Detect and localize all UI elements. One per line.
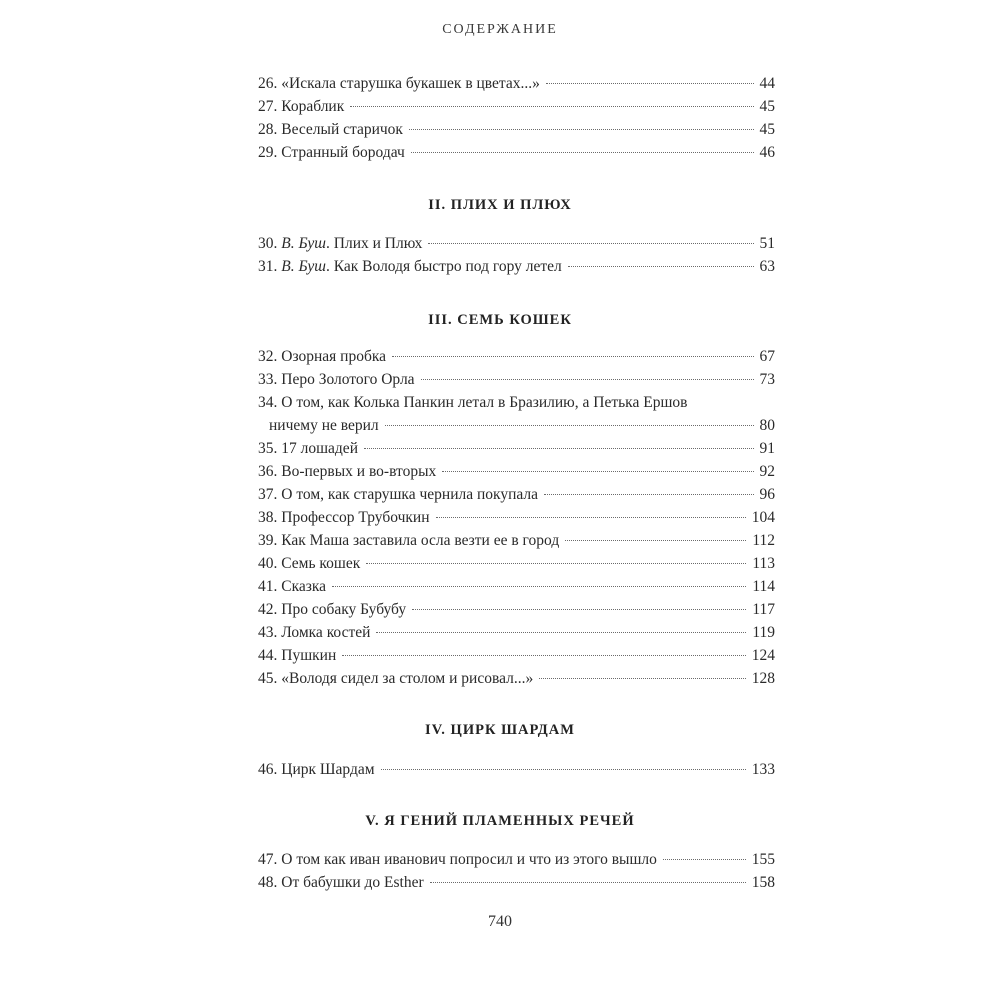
dot-leader <box>392 356 753 357</box>
dot-leader <box>442 471 753 472</box>
toc-entry <box>258 622 775 644</box>
toc-entry-first-line <box>258 392 775 414</box>
entry-title: Как Маша заставила осла везти ее в город <box>281 532 560 549</box>
entry-number: 48. <box>258 874 282 891</box>
dot-leader <box>430 882 746 883</box>
dot-leader <box>565 540 746 541</box>
entry-number: 47. <box>258 851 282 868</box>
dot-leader <box>409 129 754 130</box>
entry-number: 42. <box>258 601 282 618</box>
entry-title: Ломка костей <box>281 624 371 641</box>
toc-entry <box>258 346 775 368</box>
entry-number: 37. <box>258 486 282 503</box>
section-heading: II. ПЛИХ И ПЛЮХ <box>428 197 572 213</box>
entry-number: 39. <box>258 532 282 549</box>
entry-title: О том, как старушка чернила покупала <box>281 486 539 503</box>
entry-number: 43. <box>258 624 282 641</box>
entry-page: 96 <box>759 486 775 503</box>
entry-number: 30. <box>258 235 282 252</box>
dot-leader <box>332 586 746 587</box>
entry-number: 40. <box>258 555 282 572</box>
entry-page: 80 <box>759 417 775 434</box>
dot-leader <box>428 243 753 244</box>
toc-entry <box>258 759 775 781</box>
dot-leader <box>421 379 754 380</box>
dot-leader <box>381 769 746 770</box>
entry-page: 63 <box>759 258 775 275</box>
entry-title: Семь кошек <box>281 555 361 572</box>
toc-entry <box>258 553 775 575</box>
entry-title: Кораблик <box>281 98 345 115</box>
entry-title: Перо Золотого Орла <box>281 371 415 388</box>
toc-entry <box>258 645 775 667</box>
dot-leader <box>436 517 746 518</box>
entry-title: Профессор Трубочкин <box>281 509 430 526</box>
entry-title: О том как иван иванович попросил и что из этого вышло <box>281 851 657 868</box>
entry-page: 112 <box>752 532 775 549</box>
toc-entry <box>258 507 775 529</box>
entry-number: 26. <box>258 75 282 92</box>
toc-entry <box>258 599 775 621</box>
entry-title: 17 лошадей <box>281 440 358 457</box>
entry-page: 158 <box>751 874 775 891</box>
dot-leader <box>364 448 754 449</box>
entry-author: В. Буш <box>281 258 327 275</box>
toc-entry <box>258 484 775 506</box>
entry-title: Во-первых и во-вторых <box>281 463 437 480</box>
toc-entry <box>258 256 775 278</box>
entry-title: . Плих и Плюх <box>326 235 423 252</box>
toc-entry <box>258 233 775 255</box>
entry-title: «Володя сидел за столом и рисовал...» <box>281 670 534 687</box>
toc-entry <box>269 415 775 437</box>
dot-leader <box>663 859 746 860</box>
toc-entry <box>258 369 775 391</box>
entry-page: 67 <box>759 348 775 365</box>
entry-number: 29. <box>258 144 282 161</box>
toc-entry <box>258 530 775 552</box>
entry-title: Сказка <box>281 578 327 595</box>
entry-number: 34. <box>258 394 282 411</box>
entry-number: 46. <box>258 761 282 778</box>
toc-entry <box>258 96 775 118</box>
dot-leader <box>546 83 754 84</box>
entry-number: 31. <box>258 258 282 275</box>
entry-number: 35. <box>258 440 282 457</box>
entry-title: Веселый старичок <box>281 121 403 138</box>
toc-entry <box>258 119 775 141</box>
page-number: 740 <box>488 913 512 930</box>
entry-title: Странный бородач <box>281 144 405 161</box>
toc-entry <box>258 438 775 460</box>
dot-leader <box>366 563 746 564</box>
toc-entry <box>258 576 775 598</box>
entry-number: 28. <box>258 121 282 138</box>
dot-leader <box>350 106 753 107</box>
entry-page: 114 <box>752 578 775 595</box>
entry-page: 124 <box>751 647 775 664</box>
dot-leader <box>412 609 746 610</box>
toc-entry <box>258 872 775 894</box>
dot-leader <box>385 425 754 426</box>
entry-title: Озорная пробка <box>281 348 387 365</box>
toc-entry <box>258 849 775 871</box>
entry-number: 44. <box>258 647 282 664</box>
section-heading: V. Я ГЕНИЙ ПЛАМЕННЫХ РЕЧЕЙ <box>365 813 635 829</box>
dot-leader <box>544 494 753 495</box>
toc-entry <box>258 461 775 483</box>
entry-number: 33. <box>258 371 282 388</box>
entry-title: Пушкин <box>281 647 337 664</box>
entry-page: 133 <box>751 761 775 778</box>
dot-leader <box>376 632 746 633</box>
entry-page: 45 <box>759 121 775 138</box>
entry-page: 104 <box>751 509 775 526</box>
entry-page: 73 <box>759 371 775 388</box>
entry-title-continued: ничему не верил <box>269 417 379 434</box>
entry-title: О том, как Колька Панкин летал в Бразилию, а Петька Ершов <box>281 394 688 411</box>
entry-author: В. Буш <box>281 235 327 252</box>
entry-number: 45. <box>258 670 282 687</box>
entry-title: От бабушки до Esther <box>281 874 424 891</box>
entry-title: Про собаку Бубубу <box>281 601 407 618</box>
dot-leader <box>539 678 746 679</box>
entry-title: . Как Володя быстро под гору летел <box>326 258 562 275</box>
entry-page: 128 <box>751 670 775 687</box>
entry-title: «Искала старушка букашек в цветах...» <box>281 75 540 92</box>
entry-page: 117 <box>752 601 775 618</box>
entry-page: 51 <box>759 235 775 252</box>
entry-number: 32. <box>258 348 282 365</box>
entry-page: 92 <box>759 463 775 480</box>
entry-page: 46 <box>759 144 775 161</box>
toc-entry <box>258 142 775 164</box>
entry-number: 36. <box>258 463 282 480</box>
running-head: СОДЕРЖАНИЕ <box>442 22 558 37</box>
entry-number: 27. <box>258 98 282 115</box>
toc-entry <box>258 73 775 95</box>
dot-leader <box>342 655 746 656</box>
entry-page: 119 <box>752 624 775 641</box>
section-heading: IV. ЦИРК ШАРДАМ <box>425 722 575 738</box>
entry-title: Цирк Шардам <box>281 761 375 778</box>
entry-page: 45 <box>759 98 775 115</box>
entry-page: 44 <box>759 75 775 92</box>
dot-leader <box>568 266 754 267</box>
entry-page: 113 <box>752 555 775 572</box>
dot-leader <box>411 152 754 153</box>
entry-number: 38. <box>258 509 282 526</box>
entry-page: 155 <box>751 851 775 868</box>
entry-page: 91 <box>759 440 775 457</box>
entry-number: 41. <box>258 578 282 595</box>
toc-entry <box>258 668 775 690</box>
section-heading: III. СЕМЬ КОШЕК <box>428 312 572 328</box>
